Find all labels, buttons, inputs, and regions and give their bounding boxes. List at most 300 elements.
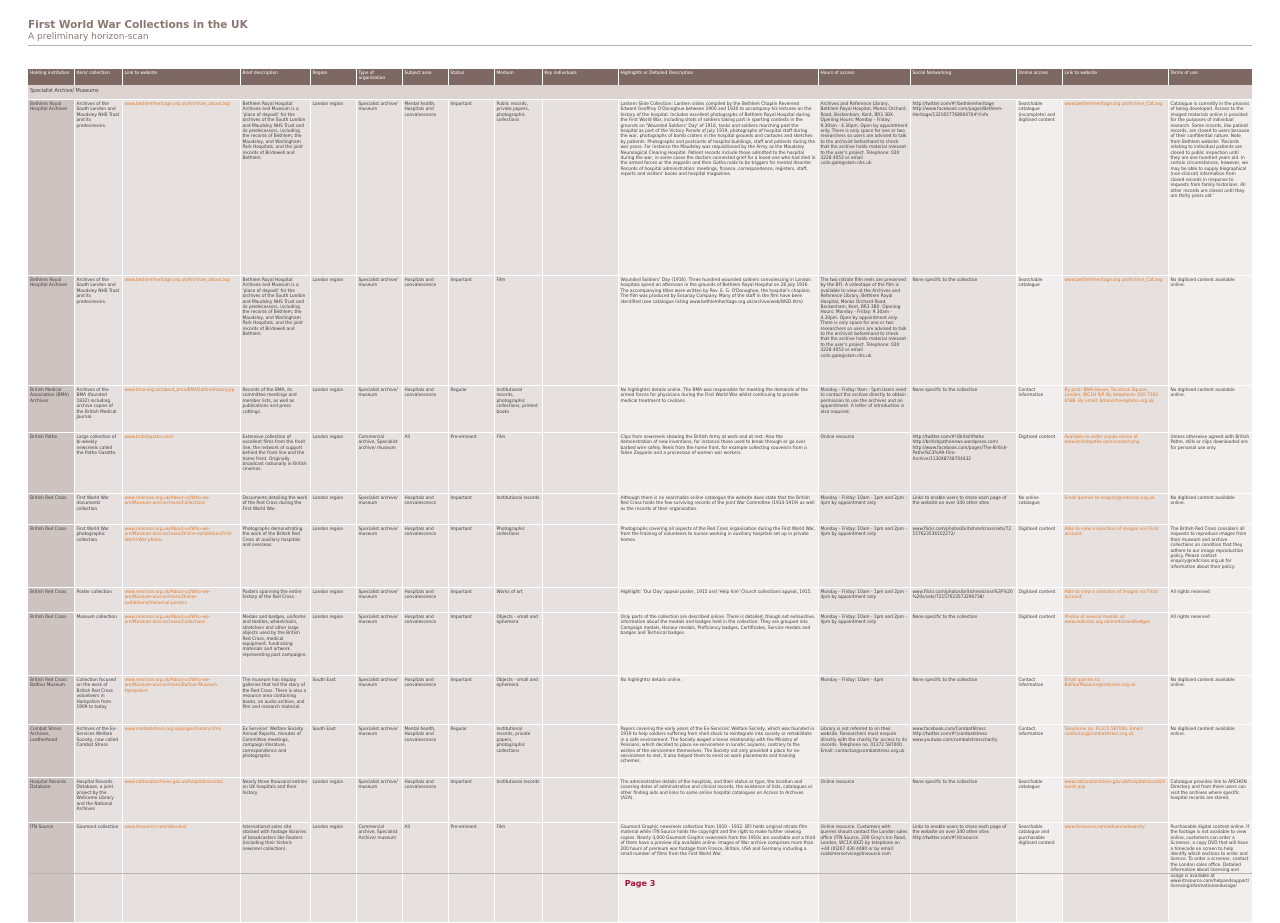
table-cell: [818, 613, 910, 676]
table-cell: [402, 725, 448, 778]
cell-text: Pre-eminent: [450, 825, 477, 830]
cell-text: Archives and Reference Library, Bethlem Royal Hospital, Monks Orchard Road, Beckenham, Kent, BR3 3BX. Opening Hours: Monday - Friday: 9.30am - 4.30pm. Open by appointment only. There is only space for one or two researchers so users are advised to talk to the archivist beforehand to check that the archive holds material relevant to the user's project. Telephone: 020 3228 4053 or email colin.gale@slam.nhs.uk: [820, 102, 908, 167]
table-cell: [74, 525, 122, 588]
cell-text: Commercial archive, Specialist Archive/ museum: [358, 825, 398, 841]
table-cell: [1168, 588, 1252, 613]
website-link[interactable]: www.combatstress.org.uk/pages/history.html: [124, 727, 222, 732]
table-header-row: [28, 69, 1252, 85]
table-cell: [122, 525, 240, 588]
website-link[interactable]: www.bethlemheritage.org.uk/Archive_Cat.asp: [1064, 278, 1163, 283]
cell-text: Important: [450, 102, 472, 107]
website-link[interactable]: www.redcross.org.uk/About-us/Who-we-are/Museum-and-archives/Collections: [124, 496, 211, 507]
cell-text: Documents detailing the work of the Red Cross during the First World War.: [242, 496, 308, 512]
table-cell: [618, 100, 818, 276]
table-cell: [910, 613, 1016, 676]
cell-text: First World War photographic collection: [76, 527, 109, 543]
table-cell: [356, 725, 402, 778]
cell-text: Gaumont collection: [76, 825, 119, 830]
table-cell: [910, 588, 1016, 613]
table-cell: [1016, 494, 1062, 525]
table-cell: [310, 588, 356, 613]
website-link[interactable]: Email queries to enquiry@redcross.org.uk: [1064, 496, 1155, 501]
website-link[interactable]: www.redcross.org.uk/About-us/Who-we-are/Museum-and-archives/Balfour-Museum-Hampshire: [124, 678, 219, 694]
cell-text: Medals and badges, uniforms and textiles, wheelchairs, stretchers and other large objects used by the British Red Cross, medical equipment, fundraising materials and artwork representing past campaigns.: [242, 615, 307, 658]
table-cell: [1168, 778, 1252, 823]
cell-text: Bethlem Royal Hospital Archives: [30, 102, 68, 113]
table-cell: [28, 276, 74, 386]
table-cell: [494, 494, 542, 525]
table-cell: [818, 725, 910, 778]
cell-text: www.flickr.com/photos/britishredcross%3F%20%20s/sets/72157623573290738/: [912, 590, 1013, 601]
table-cell: [494, 100, 542, 276]
website-link[interactable]: www.nationalarchives.gov.uk/hospitalrecords/search.asp: [1064, 780, 1166, 791]
cell-text: Contact information: [1018, 388, 1044, 399]
column-header: Brief description: [240, 69, 310, 85]
table-cell: [402, 433, 448, 494]
cell-text: Contact information: [1018, 678, 1044, 689]
table-cell: [240, 433, 310, 494]
table-cell: [1062, 725, 1168, 778]
cell-text: Institutional records: [496, 780, 540, 785]
table-cell: [1062, 433, 1168, 494]
website-link[interactable]: www.redcross.org.uk/About-us/Who-we-are/Museum-and-archives/Collections: [124, 615, 211, 626]
cell-text: Monday - Friday: 9am - 5pm Users need to contact the archive directly to obtain permission to use the archives and an appointment. A letter of introduction is also required.: [820, 388, 907, 415]
column-header: Item/ collection: [74, 69, 122, 85]
cell-text: London region: [312, 435, 344, 440]
cell-text: The two nitrate film reels are preserved by the BFI. A videotape of the film is available to view at the Archives and Reference Library, Bethlem Royal Hospital, Monks Orchard Road, Beckenham, Kent, BR3 3BX. Opening Hours: Monday - Friday: 9.30am - 4.30pm. Open by appointment only. There is only space for one or two researchers so users are advised to talk to the archivist beforehand to check that the archive holds material relevant to the user's project. Telephone: 020 3228 4053 or email colin.gale@slam.nhs.uk: [820, 278, 907, 359]
table-cell: [240, 588, 310, 613]
collections-table-container: [28, 69, 1252, 923]
table-cell: [618, 588, 818, 613]
cell-text: Objects - small and ephemera: [496, 678, 538, 689]
table-cell: [1168, 276, 1252, 386]
table-cell: [910, 525, 1016, 588]
column-header: Key individuals: [542, 69, 618, 85]
cell-text: Monday - Friday: 10am - 1pm and 2pm - 4pm by appointment only: [820, 496, 907, 507]
cell-text: Nearly three thousand entries on UK hospitals and their history.: [242, 780, 307, 796]
table-cell: [494, 676, 542, 725]
table-cell: [448, 525, 494, 588]
table-cell: [28, 613, 74, 676]
cell-text: Mental health, Hospitals and convalescence: [404, 727, 437, 743]
website-link[interactable]: www.bma.org.uk/about_bma/BMAOutlinehistory.jsp: [124, 388, 235, 393]
table-cell: [448, 613, 494, 676]
cell-text: Photographic collections: [496, 527, 525, 538]
table-cell: [240, 778, 310, 823]
table-cell: [494, 276, 542, 386]
cell-text: London region: [312, 615, 344, 620]
table-cell: [402, 778, 448, 823]
table-cell: [448, 676, 494, 725]
table-cell: [1016, 613, 1062, 676]
cell-text: No highlights/ details online. The BMA was responsible for meeting the demands of the armed forces for physicians during the First World War whilst continuing to provide medical treatment to civilians.: [620, 388, 808, 404]
table-cell: [122, 494, 240, 525]
table-cell: [356, 588, 402, 613]
cell-text: The British Red Cross considers all requests to reproduce images from their museum and archive collections on condition that they adhere to our image reproduction policy. Please contact enquiry@redcross.org.uk for information about their policy.: [1170, 527, 1247, 570]
cell-text: http://twitter.com/#!/BritishPathe http://britishpathenews.wordpress.com/ http://www.facebook.com/pages/The-British-Pathe%C3%A9-Film-Archive/113048748704432: [912, 435, 1008, 462]
table-cell: [818, 433, 910, 494]
table-cell: [122, 725, 240, 778]
table-cell: [910, 100, 1016, 276]
table-cell: [122, 276, 240, 386]
table-cell: [910, 725, 1016, 778]
cell-text: Important: [450, 678, 472, 683]
table-row: [28, 276, 1252, 386]
table-cell: [28, 725, 74, 778]
table-cell: [542, 778, 618, 823]
table-cell: [448, 433, 494, 494]
table-cell: [448, 386, 494, 433]
cell-text: Links to enable users to share each page of the website on over 340 other sites: [912, 496, 1007, 507]
column-header: Region: [310, 69, 356, 85]
table-cell: [494, 433, 542, 494]
table-cell: [356, 525, 402, 588]
table-row: [28, 725, 1252, 778]
table-cell: [402, 525, 448, 588]
column-header: Online access: [1016, 69, 1062, 85]
cell-text: Digitised content: [1018, 435, 1056, 440]
table-cell: [402, 613, 448, 676]
table-cell: [1062, 676, 1168, 725]
table-cell: [122, 100, 240, 276]
cell-text: www.facebook.com/CombatStress http://twitter.com/#!/combatstress www.youtube.com/combatstresscharity: [912, 727, 998, 743]
cell-text: Purchasable digital content online. If the footage is not available to view online, customers can order a Screener, a copy DVD that will have a timecode on screen to help identify which sections to order and licence. To order a screener, contact the London sales office. Detailed information about licensing and usage is available at www.itnsource.com/helpandsupport/licensinginformationandusage/: [1170, 825, 1250, 890]
cell-text: Online resource: [820, 435, 855, 440]
table-cell: [74, 494, 122, 525]
website-link[interactable]: Able to view a selection of images via Flickr account.: [1064, 527, 1159, 538]
table-cell: [618, 276, 818, 386]
table-cell: [28, 525, 74, 588]
table-cell: [1016, 276, 1062, 386]
cell-text: Film: [496, 825, 506, 830]
cell-text: Hospitals and convalescence: [404, 527, 437, 538]
cell-text: Archives of the Ex-Services Welfare Society, now called Combat Stress: [76, 727, 119, 749]
cell-text: Hospitals and convalescence: [404, 590, 437, 601]
website-link[interactable]: Available to order copies online at www.britishpathe.com/contact.php: [1064, 435, 1140, 446]
table-cell: [542, 494, 618, 525]
table-cell: [356, 386, 402, 433]
table-cell: [1016, 588, 1062, 613]
cell-text: South East: [312, 727, 336, 732]
table-cell: [494, 725, 542, 778]
cell-text: Pre-eminent: [450, 435, 477, 440]
cell-text: Works of art: [496, 590, 523, 595]
table-cell: [910, 778, 1016, 823]
table-cell: [310, 276, 356, 386]
cell-text: Extensive collection of excellent films from the front line, the network of support behind the front line and the home front. Originally broadcast nationally in British cinemas.: [242, 435, 307, 473]
table-row: [28, 778, 1252, 823]
table-cell: [494, 386, 542, 433]
table-cell: [74, 613, 122, 676]
cell-text: Digitised content: [1018, 527, 1056, 532]
website-link[interactable]: Telephone no. 01372 587000. Email: contactus@combatstress.org.uk: [1064, 727, 1144, 738]
table-cell: [618, 676, 818, 725]
table-cell: [448, 725, 494, 778]
section-label: Specialist Archive/ Museums: [28, 85, 1252, 100]
table-cell: [310, 494, 356, 525]
cell-text: London region: [312, 496, 344, 501]
website-link[interactable]: Able to view a selection of images via Flickr account.: [1064, 590, 1159, 601]
cell-text: Highlight: 'Our Day' appeal poster, 1915 and 'Help him' Church collections appeal, 1915.: [620, 590, 812, 595]
table-cell: [1062, 588, 1168, 613]
cell-text: Online resource: [820, 780, 855, 785]
cell-text: All: [404, 825, 410, 830]
table-cell: [310, 525, 356, 588]
cell-text: Bethlem Royal Hospital Archives: [30, 278, 68, 289]
cell-text: http://twitter.com/#!/bethlemheritage http://www.facebook.com/pages/Bethlem-Heritage/132165776806476#!/info: [912, 102, 1003, 118]
cell-text: Hospitals and convalescence: [404, 678, 437, 689]
table-cell: [310, 100, 356, 276]
website-link[interactable]: www.nationalarchives.gov.uk/hospitalrecords/: [124, 780, 223, 785]
cell-text: No digitised content available online.: [1170, 727, 1235, 738]
table-cell: [356, 433, 402, 494]
cell-text: No digitised content available online.: [1170, 388, 1235, 399]
table-cell: [74, 100, 122, 276]
cell-text: Monday - Friday: 10am - 1pm and 2pm - 4pm by appointment only: [820, 590, 907, 601]
table-cell: [122, 613, 240, 676]
table-cell: [494, 778, 542, 823]
table-cell: [74, 778, 122, 823]
cell-text: London region: [312, 527, 344, 532]
table-cell: [356, 100, 402, 276]
column-header: Status: [448, 69, 494, 85]
cell-text: No digitised content available online.: [1170, 678, 1235, 689]
cell-text: Searchable catalogue (incomplete) and digitised content: [1018, 102, 1056, 124]
table-cell: [1062, 494, 1168, 525]
cell-text: None specific to the collection: [912, 615, 978, 620]
table-cell: [402, 100, 448, 276]
table-cell: [310, 778, 356, 823]
table-cell: [1168, 676, 1252, 725]
table-cell: [310, 725, 356, 778]
table-cell: [542, 725, 618, 778]
cell-text: Lantern Slide Collection: Lantern slides compiled by the Bethlem Chaplin Reverend Edward Geoffrey O'Donoghue between 1900 and 1930 to accompany his lectures on the history of the hospital. Includes excellent photographs of Bethlem Royal Hospital during the First World War, including shots of soldiers taking part in sporting contests in the grounds on 'Wounded Soldiers' Day' of 1916, tanks and soldiers marching past the hospital as part of the Victory Parade of July 1919, photographs of hospital staff during the war, photographs of bomb craters in the hospital grounds and cartoons and sketches by patients. Photographs and postcards of hospital buildings, staff and patients during the war years. For instance the Maudsley was requisitioned by the Army as the Maudsley Neurological Clearing Hospital. Patient records include those admitted to the hospital during the war, in some cases the doctors connected grief for a loved one who had died in the armed forces or the zeppelin and then Gotha raids to be triggers for mental disorder. Records of hospital administration: meetings, finance, correspondence, registers, staff, reports and visitors' books and hospital magazines.: [620, 102, 816, 178]
table-cell: [240, 276, 310, 386]
table-cell: [74, 588, 122, 613]
website-link[interactable]: www.redcross.org.uk/About-us/Who-we-are/Museum-and-archives/Online-exhibitions/First-World-War-photos: [124, 527, 233, 543]
cell-text: Museum collection: [76, 615, 117, 620]
cell-text: Catalogue is currently in the process of being developed. Access to the imaged materials online is provided for the purposes of individual research. Some records, like patient records, are closed to users because of their confidential nature. Note from Bethlem website: 'Records relating to individual patients are closed to public inspection until they are one hundred years old. In certain circumstances, however, we may be able to supply biographical (non-clinical) information from closed records in response to requests from family historians. All other records are closed until they are thirty years old.': [1170, 102, 1250, 199]
table-cell: [1168, 100, 1252, 276]
cell-text: Institutional records, private papers, photographic collections: [496, 727, 531, 754]
table-cell: [618, 525, 818, 588]
table-cell: [28, 494, 74, 525]
cell-text: International sales site stocked with footage libraries of broadcasters like Reuters (including their historic newsreel collection).: [242, 825, 307, 852]
cell-text: None specific to the collection: [912, 678, 978, 683]
cell-text: Hospitals and convalescence: [404, 496, 437, 507]
table-cell: [448, 100, 494, 276]
table-cell: [356, 494, 402, 525]
website-link[interactable]: Photos of several medals at: www.redcross.org.uk/medalsandbadges: [1064, 615, 1151, 626]
cell-text: Important: [450, 278, 472, 283]
cell-text: Photographs demonstrating the work of the British Red Cross at auxiliary hospitals and overseas.: [242, 527, 303, 549]
cell-text: All rights reserved: [1170, 590, 1210, 595]
table-cell: [240, 494, 310, 525]
cell-text: All rights reserved: [1170, 615, 1210, 620]
cell-text: Important: [450, 527, 472, 532]
cell-text: First World War documents collection: [76, 496, 109, 512]
cell-text: Only parts of the collection are described online. There is detailed, though not exhaustive, information about the medals and badges held in the collection: They are grouped into Campaign medals, Honour medals, Proficiency badges, Certificates, Service medals and badges and Technical badges.: [620, 615, 816, 637]
cell-text: Gaumont Graphic newsreels collection from 1910 - 1932. BFI holds original nitrate film material while ITN Source holds the copyright and the right to make further viewing copies. Nearly 4,000 Gaumont Graphic newsreels from the 1910s are available and a third of them have a preview clip available online. Images of War archive comprises more than 200 hours of premium war footage from France, Britain, USA and Germany including a small number of films from the First World War.: [620, 825, 816, 858]
cell-text: Regular: [450, 388, 467, 393]
table-cell: [818, 386, 910, 433]
table-cell: [618, 386, 818, 433]
cell-text: ITN Source: [30, 825, 54, 830]
table-cell: [74, 725, 122, 778]
cell-text: Clips from newsreels showing the British Army at work and at rest. Also the demonstration of new inventions, for instance those used to break through or go over barbed wire safely. Reels from the home front, for example collecting souvenirs from a fallen Zeppelin and a procession of women war workers.: [620, 435, 807, 457]
table-cell: [1062, 613, 1168, 676]
table-cell: [240, 386, 310, 433]
table-cell: [402, 276, 448, 386]
table-row: [28, 676, 1252, 725]
table-cell: [74, 276, 122, 386]
top-divider: [28, 45, 1252, 46]
bottom-divider: [28, 873, 1252, 874]
cell-text: Objects - small and ephemera: [496, 615, 538, 626]
table-row: [28, 613, 1252, 676]
table-cell: [910, 494, 1016, 525]
table-cell: [122, 778, 240, 823]
table-cell: [618, 433, 818, 494]
cell-text: Specialist archive/ museum: [358, 496, 398, 507]
cell-text: Photographs covering all aspects of the Red Cross organisation during the First World War, from the training of volunteers to nurses working in auxiliary hospitals set up in private homes.: [620, 527, 816, 543]
cell-text: Specialist archive/ museum: [358, 590, 398, 601]
cell-text: South East: [312, 678, 336, 683]
table-cell: [1168, 525, 1252, 588]
website-link[interactable]: www.britishpathe.com/: [124, 435, 174, 440]
cell-text: Contact information: [1018, 727, 1044, 738]
table-cell: [448, 588, 494, 613]
table-cell: [1016, 386, 1062, 433]
table-cell: [1016, 778, 1062, 823]
cell-text: London region: [312, 102, 344, 107]
cell-text: Bethlem Royal Hospital Archives and Museum is a 'place of deposit' for the archives of the South London and Maudsley NHS Trust and its predecessors, including the records of Bethlem, the Maudsley, and Warlingham Park Hospitals, and the joint records of Bridewell and Bethlem.: [242, 278, 306, 338]
cell-text: Specialist archive/ museum: [358, 388, 398, 399]
cell-text: Monday - Friday: 10am - 1pm and 2pm - 4pm by appointment only: [820, 615, 907, 626]
table-cell: [818, 676, 910, 725]
cell-text: Bethlem Royal Hospital Archives and Museum is a 'place of deposit' for the archives of the South London and Maudsley NHS Trust and its predecessors, including the records of Bethlem, the Maudsley, and Warlingham Park Hospitals, and the joint records of Bridewell and Bethlem.: [242, 102, 306, 162]
table-row: [28, 494, 1252, 525]
cell-text: Film: [496, 435, 506, 440]
cell-text: None specific to the collection: [912, 780, 978, 785]
column-header: Hours of access: [818, 69, 910, 85]
column-header: Link to website: [122, 69, 240, 85]
cell-text: British Red Cross: Balfour Museum: [30, 678, 68, 689]
website-link[interactable]: www.bethlemheritage.org.uk/Archives_about.asp: [124, 278, 231, 283]
cell-text: London region: [312, 388, 344, 393]
table-cell: [240, 676, 310, 725]
cell-text: Important: [450, 780, 472, 785]
cell-text: Digitised content: [1018, 615, 1056, 620]
column-header: Social Networking: [910, 69, 1016, 85]
column-header: Terms of use: [1168, 69, 1252, 85]
table-cell: [1016, 725, 1062, 778]
table-cell: [818, 276, 910, 386]
cell-text: British Red Cross: [30, 527, 67, 532]
table-cell: [402, 494, 448, 525]
cell-text: Public records, private papers, photographic collections: [496, 102, 530, 124]
collections-table: [28, 69, 1253, 923]
table-cell: [542, 100, 618, 276]
website-link[interactable]: www.bethlemheritage.org.uk/Archive_Cat.asp: [1064, 102, 1163, 107]
cell-text: Unless otherwise agreed with British Pathe, stills or clips downloaded are for personal use only.: [1170, 435, 1250, 451]
website-link[interactable]: www.itnsource.com/aboutus/: [124, 825, 187, 830]
table-cell: [122, 433, 240, 494]
table-cell: [494, 613, 542, 676]
table-cell: [1168, 494, 1252, 525]
cell-text: Monday - Friday: 10am - 4pm: [820, 678, 884, 683]
column-header: Link to website: [1062, 69, 1168, 85]
table-cell: [542, 676, 618, 725]
table-cell: [448, 778, 494, 823]
table-row: [28, 433, 1252, 494]
table-cell: [356, 613, 402, 676]
table-cell: [356, 778, 402, 823]
cell-text: London region: [312, 278, 344, 283]
website-link[interactable]: www.itnsource.com/advancedsearch/: [1064, 825, 1145, 830]
cell-text: Posters spanning the entire history of the Red Cross.: [242, 590, 302, 601]
table-cell: [28, 433, 74, 494]
cell-text: Records of the BMA, its committee meetings and member lists, as well as publications and press cuttings.: [242, 388, 297, 415]
cell-text: Large collection of bi-weekly newsreels called the Pathe Gazette.: [76, 435, 117, 457]
table-cell: [74, 433, 122, 494]
cell-text: No online catalogue: [1018, 496, 1040, 507]
table-cell: [448, 276, 494, 386]
table-cell: [910, 433, 1016, 494]
table-cell: [910, 386, 1016, 433]
cell-text: The administrative details of the hospitals, and their status or type, the location and covering dates of administrative and clinical records, the existence of lists, catalogues or other finding aids and links to some online hospital catalogues on Access to Archives (A2A).: [620, 780, 813, 802]
website-link[interactable]: Email queries to: BalfourMuseum@redcross.org.uk: [1064, 678, 1136, 689]
table-cell: [1168, 433, 1252, 494]
table-cell: [240, 613, 310, 676]
cell-text: Hospitals and convalescence: [404, 615, 437, 626]
cell-text: Searchable catalogue: [1018, 278, 1043, 289]
table-cell: [618, 494, 818, 525]
website-link[interactable]: www.bethlemheritage.org.uk/Archives_about.asp: [124, 102, 231, 107]
cell-text: Film: [496, 278, 506, 283]
table-cell: [542, 525, 618, 588]
table-cell: [28, 100, 74, 276]
cell-text: British Red Cross: [30, 496, 67, 501]
table-cell: [542, 276, 618, 386]
table-cell: [542, 386, 618, 433]
table-body: [28, 85, 1252, 923]
table-cell: [310, 613, 356, 676]
cell-text: Catalogue provides link to ARCHON Directory and from there users can visit the archives where specific hospital records are stored.: [1170, 780, 1247, 802]
table-cell: [240, 525, 310, 588]
cell-text: Hospital Records Database: [30, 780, 66, 791]
table-cell: [542, 433, 618, 494]
cell-text: Institutional records: [496, 496, 540, 501]
website-link[interactable]: www.redcross.org.uk/About-us/Who-we-are/Museum-and-archives/Online-exhibitions/Historical-posters: [124, 590, 211, 606]
website-link[interactable]: By post: BMA House, Tavistock Square, London, WC1H 9JP. By telephone: 020 7383 6588. By email: bmaarchive@bma.org.uk: [1064, 388, 1159, 404]
table-cell: [618, 725, 818, 778]
table-cell: [122, 588, 240, 613]
cell-text: Combat Stress Archives, Leatherhead: [30, 727, 62, 743]
cell-text: Online resource. Customers with queries should contact the London sales office (ITN Source, 200 Gray's Inn Road, London, WC1X 8XZ) by telephone on +44 (0)207 430 4480 or by email: customerservice@itnsource.com: [820, 825, 908, 858]
table-cell: [818, 100, 910, 276]
table-cell: [618, 778, 818, 823]
cell-text: Links to enable users to share each page of the website on over 340 other sites http://twitter.com/#!/itnsource: [912, 825, 1007, 841]
document-subtitle: A preliminary horizon-scan: [28, 32, 149, 42]
table-row: [28, 588, 1252, 613]
table-cell: [122, 676, 240, 725]
cell-text: www.flickr.com/photos/britishredcross/sets/72157623536102272/: [912, 527, 1012, 538]
table-cell: [1016, 433, 1062, 494]
cell-text: Specialist archive/ museum: [358, 615, 398, 626]
cell-text: Specialist archive/ museum: [358, 678, 398, 689]
table-cell: [1168, 386, 1252, 433]
